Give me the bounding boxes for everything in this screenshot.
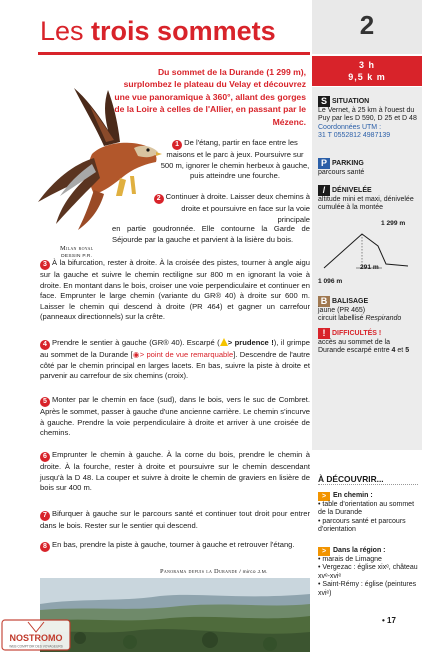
step-2-number: 2	[154, 194, 164, 204]
elevation-profile	[316, 220, 420, 280]
waymarking-label: Respirando	[365, 315, 402, 323]
red-kite-illustration	[34, 84, 164, 234]
discover-on-route	[318, 490, 418, 535]
max-altitude: 1 299 m	[381, 220, 406, 227]
step-4-warning: > prudence !	[227, 338, 274, 347]
step-2-text-b: en partie goudronnée. Elle contourne la Garde de Séjourde par la gauche et parvient à la lisière du bois.	[112, 224, 310, 244]
step-2-text-a: Continuer à droite. Laisser deux chemins à droite et poursuivre en face sur la voie principale	[165, 192, 310, 224]
elevation-text: altitude mini et maxi, dénivelée cumulée à la montée	[318, 196, 414, 212]
step-6-text: Emprunter le chemin à gauche. À la corne du bois, prendre le chemin à droite. À la fourche, rester à droite et poursuivre sur le chemin descendant jusqu'à la D 48. La couper et suivre à droite le chemin de graviers en lisière de bois sur 400 m.	[40, 450, 310, 492]
photo-caption	[160, 568, 268, 575]
discover-region-item: • Vergezac : église xixᵉ, château xvᵉ-xviᵉ	[318, 564, 418, 580]
min-altitude: 1 096 m	[318, 278, 343, 285]
step-3	[40, 258, 310, 323]
parking-title: PARKING	[332, 160, 364, 167]
nostromo-logo	[0, 618, 72, 652]
step-4-text-b: ), il grimpe au sommet de la Durande [	[40, 338, 310, 359]
intro-text: Du sommet de la Durande (1 299 m), surplombez le plateau du Velay et découvrez une vue panoramique à 360°, allant des gorges de la Loire à celles de l'Allier, en passant par le Mézenc.	[114, 67, 306, 127]
step-4-text-c: ]. Descendre de l'autre côté par le chemin principal en larges lacets. En bas, suivre la piste à droite et parvenir au carrefour de six chemins (croix).	[40, 350, 310, 380]
parking-section	[318, 158, 418, 177]
difficulties-step-from: 4	[391, 347, 396, 355]
discover-on-route-item: • parcours santé et parcours d'orientation	[318, 517, 406, 534]
step-3-text: À la bifurcation, rester à droite. À la croisée des pistes, tourner à angle aigu sur la gauche et suivre le chemin rectiligne sur 800 m en ignorant la voie à droite. En montant dans le bois, croiser une voie perpendiculaire et continuer en face. Emprunter le large chemin (variante du GR® 40) à droite sur 600 m. Laisser le chemin qui descend à droite (PR 464) et gagner un carrefour (panneaux directionnels) sur la crête.	[40, 258, 310, 321]
step-1-number: 1	[172, 140, 182, 150]
discover-title: À DÉCOUVRIR...	[318, 474, 384, 484]
title-rule	[38, 52, 310, 55]
step-6	[40, 450, 310, 494]
situation-title: SITUATION	[332, 98, 370, 105]
arrow-icon: >	[318, 547, 330, 556]
panorama-photo	[40, 578, 310, 652]
parking-icon: P	[318, 158, 330, 169]
difficulties-text-a: accès au sommet de la Durande escarpé entre	[318, 339, 392, 355]
title-bold: trois sommets	[91, 16, 276, 46]
step-4-text-a: Prendre le sentier à gauche (GR® 40). Escarpé (	[52, 338, 220, 347]
page-number: • 17	[382, 616, 396, 625]
situation-coords: 31 T 0552812 4987139	[318, 132, 391, 140]
route-number: 2	[359, 10, 375, 40]
step-6-number: 6	[40, 452, 50, 462]
step-5-text: Monter par le chemin en face (sud), dans le bois, vers le suc de Combret. Après le sommet, passer à gauche d'une ancienne carrière. Le chemin s'incurve à gauche. Prendre la voie perpendiculaire à droite et arriver à une croisée de chemins.	[40, 395, 310, 437]
difficulties-icon: !	[318, 328, 330, 339]
situation-icon: S	[318, 96, 330, 107]
situation-coords-label: Coordonnées UTM :	[318, 123, 382, 131]
difficulties-section	[318, 328, 418, 356]
page-title	[40, 16, 276, 46]
svg-text:NOSTROMO: NOSTROMO	[9, 633, 63, 643]
bird-caption-name: Milan royal	[60, 245, 94, 252]
parking-text: parcours santé	[318, 169, 365, 176]
elevation-title: DÉNIVELÉE	[332, 187, 372, 194]
discover-region-item: • marais de Limagne	[318, 556, 382, 563]
elevation-section	[318, 185, 418, 213]
arrow-icon: >	[318, 492, 330, 501]
step-4-number: 4	[40, 340, 50, 350]
step-7-text: Bifurquer à gauche sur le parcours santé et continuer tout droit pour entrer dans le bois. Rester sur le sentier qui descend.	[40, 509, 310, 530]
step-4	[40, 338, 310, 382]
distance: 9,5 k m	[348, 72, 386, 82]
step-7	[40, 509, 310, 532]
step-2-continued	[112, 224, 310, 245]
step-4-viewpoint: > point de vue remarquable	[139, 350, 234, 359]
step-1-text: De l'étang, partir en face entre les maisons et le parc à jeux. Poursuivre sur 500 m, ignorer le chemin herbeux à gauche, puis atteindre une fourche.	[160, 138, 310, 180]
step-7-number: 7	[40, 511, 50, 521]
step-5-number: 5	[40, 397, 50, 407]
discover-on-route-title: En chemin :	[333, 492, 373, 499]
step-1	[160, 138, 310, 182]
situation-section	[318, 96, 418, 141]
bird-caption-credit: DESSIN P.R.	[61, 254, 93, 259]
step-2	[150, 192, 310, 225]
discover-region	[318, 545, 418, 598]
waymarking-text-b: circuit labellisé	[318, 315, 366, 323]
step-3-number: 3	[40, 260, 50, 270]
photo-caption-text: Panorama depuis la Durande	[160, 568, 238, 575]
step-8-number: 8	[40, 542, 50, 552]
waymarking-text-a: jaune (PR 465)	[318, 307, 366, 314]
difficulties-step-to: 5	[405, 347, 410, 355]
elevation-icon: /	[318, 185, 330, 196]
discover-on-route-item: • table d'orientation au sommet de la Durande	[318, 501, 415, 517]
discover-region-item: • Saint-Rémy : église (peintures xviᵉ)	[318, 581, 417, 597]
step-8	[40, 540, 310, 552]
waymarking-title: BALISAGE	[332, 298, 369, 305]
elevation-gain: 291 m	[360, 264, 379, 271]
photo-caption-credit: / mirco J.M.	[239, 570, 268, 575]
eye-icon: ◉	[132, 350, 140, 359]
duration-box	[312, 56, 422, 86]
duration: 3 h	[358, 60, 375, 70]
difficulties-title: DIFFICULTÉS !	[332, 330, 382, 337]
svg-text:WEB COMPTOIR DES VOYAGEURS: WEB COMPTOIR DES VOYAGEURS	[9, 644, 63, 649]
discover-region-title: Dans la région :	[333, 547, 386, 554]
difficulties-text-c: et	[395, 347, 406, 355]
title-plain: Les	[40, 16, 92, 46]
waymarking-icon: B	[318, 296, 330, 307]
warning-icon	[220, 338, 228, 346]
step-8-text: En bas, prendre la piste à gauche, tourner à gauche et retrouver l'étang.	[52, 540, 295, 549]
situation-text: Le Vernet, à 25 km à l'ouest du Puy par les D 590, D 25 et D 48	[318, 107, 417, 123]
discover-rule	[318, 484, 418, 485]
waymarking-section	[318, 296, 418, 324]
step-5	[40, 395, 310, 439]
